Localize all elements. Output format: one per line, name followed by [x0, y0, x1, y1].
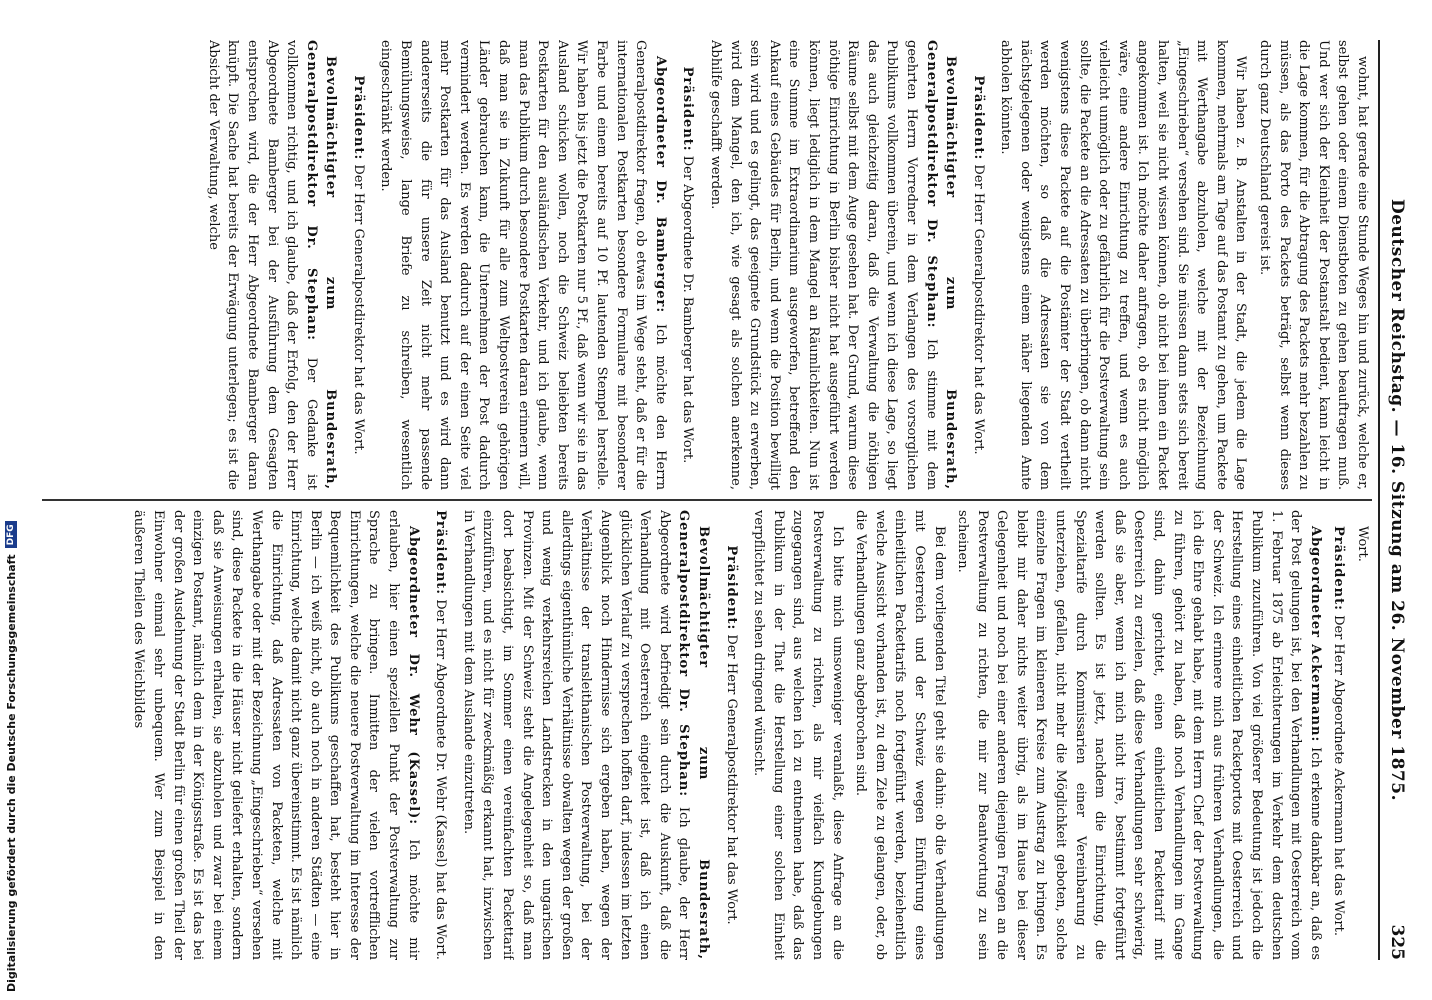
- paragraph: [705, 40, 960, 490]
- speaker-call: [431, 510, 451, 960]
- paragraph-text: Der Herr Generalpostdirektor hat das Wort.: [723, 634, 739, 925]
- paragraph-text: wohnt, hat gerade eine Stunde Weges hin und zurück, welche er, selbst gehen oder einem Dienstboten zu gehen beauftragen muß. Und wer sich der Kleinheit der Postanstalt bedient, kann leicht in die Lage kommen, für die Abtragung des Packets mehr bezahlen zu müssen, als das Porto des Packets beträgt, selbst wenn dieses durch ganz Deutschland gereist ist.: [1257, 40, 1370, 490]
- speaker-call: [678, 40, 698, 490]
- speaker-name: Präsident:: [680, 66, 696, 152]
- paragraph-text: Wir haben z. B. Anstalten in der Stadt, die jedem die Lage kommen, mehrmals am Tage auf das Postamt zu gehen, um Packete mit Werthangabe abzuholen, welche mit der Bezeichnung „Eingeschrieben“ versehen sind. Sie müssen dann stets sich bereit halten, weil sie nicht wissen können, ob nicht bei ihnen ein Packet angekommen ist. Ich möchte daher anfragen, ob es nicht möglich wäre, eine andere Einrichtung zu treffen, und wenn es auch vielleicht unmöglich oder zu gefährlich für die Postverwaltung sein sollte, die Packete an die Adressaten zu überbringen, ob dann nicht wenigstens diese Packete auf die Postämter der Stadt vertheilt werden möchten, so daß die Adressaten sie von dem nächstgelegenen oder wenigstens einem näher liegenden Amte abholen könnten.: [998, 40, 1249, 490]
- paragraph: [1329, 510, 1349, 960]
- paragraph-text: Ich stimme mit dem geehrten Herrn Vorredner in dem Verlangen des vorsorglichen Publikums vollkommen überein, und wenn ich diese Lage, so liegt das auch gleichzeitig daran, daß die Verwaltung die nöthigen Räume selbst mit dem Auge gesehen hat. Der Grund, warum diese nöthige Einrichtung in Berlin bisher nicht hat ausgeführt werden können, liegt lediglich in dem Mangel an Räumlichkeiten. Nun ist eine Summe im Extraordinarium ausgeworfen, betreffend den Ankauf eines Gebäudes für Berlin, und wenn die Position bewilligt sein wird und es gelingt, das geeignete Grundstück zu erwerben, wird dem Mangel, den ich, wie gesagt als solchen anerkenne, Abhilfe geschafft werden.: [708, 40, 939, 490]
- paragraph-text: Ich möchte den Herrn Generalpostdirektor fragen, ob etwas im Wege steht, daß er für die internationalen Postkarten besondere Formulare mit besonderer Farbe und einem bereits auf 10 Pf. lautenden Stempel herstelle. Wir haben bis jetzt die Postkarten nur 5 Pf., daß wenn wir sie in das Ausland schicken wollen, noch die Schweiz beliebten bereits Postkarten für den ausländischen Verkehr, und ich glaube, wenn man das Publikum durch besondere Postkarten daran erinnern will, daß man sie in Zukunft für alle zum Weltpostverein gehörigen Länder gebrauchen kann, die Unternehmen der Post dadurch vermindert werden. Es werden dadurch auf der einen Seite viel mehr Postkarten für das Ausland benutzt und es wird dann andererseits die für unsere Zeit nicht mehr passende Bemühungsweise, lange Briefe zu schreiben, wesentlich eingeschränkt werden.: [378, 40, 668, 490]
- speaker-name: Präsident:: [350, 75, 366, 161]
- paragraph: [458, 510, 713, 960]
- paragraph-text: Ich glaube, der Herr Abgeordnete wird befriedigt sein durch die Auskunft, daß die Verhandlung mit Oesterreich eingeleitet ist, daß ich einen glücklichen Verlauf zu versprechen hoffen darf, indessen im letzten Augenblick noch Hindernisse sich ergeben haben, wegen der Verhältnisse der transleithanischen Postverwaltung, bei der allerdings eigenthümliche Verhältnisse obwalten wegen der großen und wenig verkehrsreichen Landstrecken in den ungarischen Provinzen. Mit der Schweiz steht die Angelegenheit so, daß man dort beabsichtigt, im Sommer einen vereinfachten Packettarif einzuführen, und es nicht für zweckmäßig erkannt hat, inzwischen in Verhandlungen mit dem Auslande einzutreten.: [460, 510, 692, 960]
- paragraph-text: Der Abgeordnete Dr. Bamberger hat das Wort.: [680, 155, 696, 464]
- speaker-name: Präsident:: [723, 545, 739, 631]
- digitization-footer: [0, 0, 22, 1000]
- speaker-name: Präsident:: [433, 510, 449, 596]
- paragraph-text: Ich möchte mir erlauben, hier einen speziellen Punkt der Postverwaltung zur Sprache zu bringen. Inmitten der vielen vortrefflichen Einrichtungen, welche die neuere Postverwaltung im Interesse der Bequemlichkeit des Publikums geschaffen hat, besteht hier in Berlin — ich weiß nicht, ob auch noch in anderen Städten — eine Einrichtung, welche damit nicht ganz übereinstimmt. Es ist nämlich die Einrichtung, daß Adressaten von Packeten, welche mit Werthangabe oder mit der Bezeichnung „Eingeschrieben“ versehen sind, diese Packete in die Häuser nicht geliefert erhalten, sondern daß sie Anweisungen erhalten, sie abzuholen und zwar bei einem einzigen Postamt, nämlich dem in der Königsstraße. Es ist das bei der großen Ausdehnung der Stadt Berlin für einen großen Theil der Einwohner einmal sehr unbequem. Wer zum Beispiel in den äußeren Theilen des Weichbildes: [131, 510, 421, 960]
- paragraph-text: Wort.: [1355, 526, 1370, 562]
- column-divider: [42, 499, 1372, 501]
- left-column: [42, 40, 1372, 490]
- paragraph-text: Bei dem vorliegenden Titel geht sie dahin: ob die Verhandlungen mit Oesterreich und der Schweiz wegen Einführung eines einheitlichen Packettarifs noch fortgeführt werden, beziehentlich welche Aussicht vorhanden ist, zu dem Ziele zu gelangen, oder, ob die Verhandlungen ganz abgebrochen sind.: [853, 510, 947, 960]
- page-header: [1378, 40, 1414, 960]
- paragraph: [376, 40, 670, 490]
- running-title: Deutscher Reichstag. — 16. Sitzung am 26. November 1875.: [1387, 199, 1407, 801]
- paragraph-text: Der Herr Generalpostdirektor hat das Wort.: [350, 164, 366, 455]
- paragraph: [749, 510, 847, 960]
- paragraph: [851, 510, 949, 960]
- speaker-call: [721, 510, 741, 960]
- speaker-name: Abgeordneter Dr. Wehr (Kassel):: [405, 526, 421, 826]
- footer-note: Digitalisierung gefördert durch die Deutsche Forschungsgemeinschaft: [4, 554, 18, 992]
- two-column-body: [42, 40, 1372, 960]
- speaker-name: Abgeordneter Ackermann:: [1307, 526, 1323, 743]
- paragraph: [203, 40, 340, 490]
- speaker-name: Abgeordneter Dr. Bamberger:: [652, 56, 668, 314]
- speaker-name: Präsident:: [1331, 526, 1347, 611]
- paragraph-text: Der Gedanke ist vollkommen richtig, und ich glaube, daß der Erfolg, den der Herr Abgeordnete Bamberger bei der Ausführung dem Gesagten entsprechen wird, die der Herr Abgeordnete Bamberger daran knüpft. Die Sache hat bereits der Erwägung unterlegen; es ist die Absicht der Verwaltung, welche: [205, 40, 319, 490]
- speaker-name: Präsident:: [970, 75, 986, 161]
- dfg-logo: DFG: [5, 521, 17, 548]
- paragraph-text: Der Herr Abgeordnete Ackermann hat das Wort.: [1331, 615, 1347, 936]
- paragraph: [1254, 40, 1372, 490]
- speaker-call: [968, 40, 988, 490]
- speaker-call: [348, 40, 368, 490]
- speaker-name: Bevollmächtigter zum Bundesrath, Generalpostdirektor Dr. Stephan:: [303, 40, 339, 490]
- paragraph: [996, 40, 1251, 490]
- paragraph-text: Der Herr Abgeordnete Dr. Wehr (Kassel) hat das Wort.: [433, 599, 449, 960]
- speaker-name: Bevollmächtigter zum Bundesrath, Generalpostdirektor Dr. Stephan:: [923, 40, 959, 490]
- page-number: 325: [1387, 924, 1407, 960]
- paragraph: [129, 510, 423, 960]
- speaker-name: Bevollmächtigter zum Bundesrath, Generalpostdirektor Dr. Stephan:: [676, 510, 711, 960]
- paragraph: [953, 510, 1325, 960]
- paragraph-text: Der Herr Generalpostdirektor hat das Wort.: [970, 164, 986, 455]
- right-column: [42, 510, 1372, 960]
- paragraph: [1352, 510, 1372, 960]
- paragraph-text: Ich erkenne dankbar an, daß es der Post gelungen ist, bei den Verhandlungen mit Oesterreich vom 1. Februar 1875 ab Erleichterungen im Verkehr dem deutschen Publikum zuzuführen. Von viel größerer Bedeutung ist jedoch die Herstellung eines einheitlichen Packetportos mit Oesterreich und der Schweiz. Ich erinnere mich aus früheren Verhandlungen, die ich die Ehre gehabt habe, mit dem Herrn Chef der Postverwaltung zu führen, gehört zu haben, daß noch Verhandlungen im Gange sind, dahin gerichtet, einen einheitlichen Packettarif mit Oesterreich zu erzielen, daß diese Verhandlungen sehr schwierig, daß sie aber, wenn ich mich nicht irre, bestimmt fortgeführt werden sollten. Es ist jetzt, nachdem die Einrichtung, die Spezialtarife durch Kommissarien einer Vereinbarung zu unterziehen, gefallen, nicht mehr die Möglichkeit geboten, solche einzelne Fragen im kleineren Kreise zum Austrag zu bringen. Es bleibt mir daher nichts weiter übrig, als im Hause bei dieser Gelegenheit und noch bei einer anderen diejenigen Fragen an die Postverwaltung zu richten, die mir zur Beantwortung zu sein scheinen.: [955, 510, 1323, 960]
- paragraph-text: Ich bitte mich umsoweniger veranlaßt, diese Anfrage an die Postverwaltung zu richten, als mir vielfach Kundgebungen zugegangen sind, aus welchen ich zu entnehmen habe, daß das Publikum in der That die Herstellung einer solchen Einheit verpflichtet zu sehen dringend wünscht.: [751, 510, 845, 960]
